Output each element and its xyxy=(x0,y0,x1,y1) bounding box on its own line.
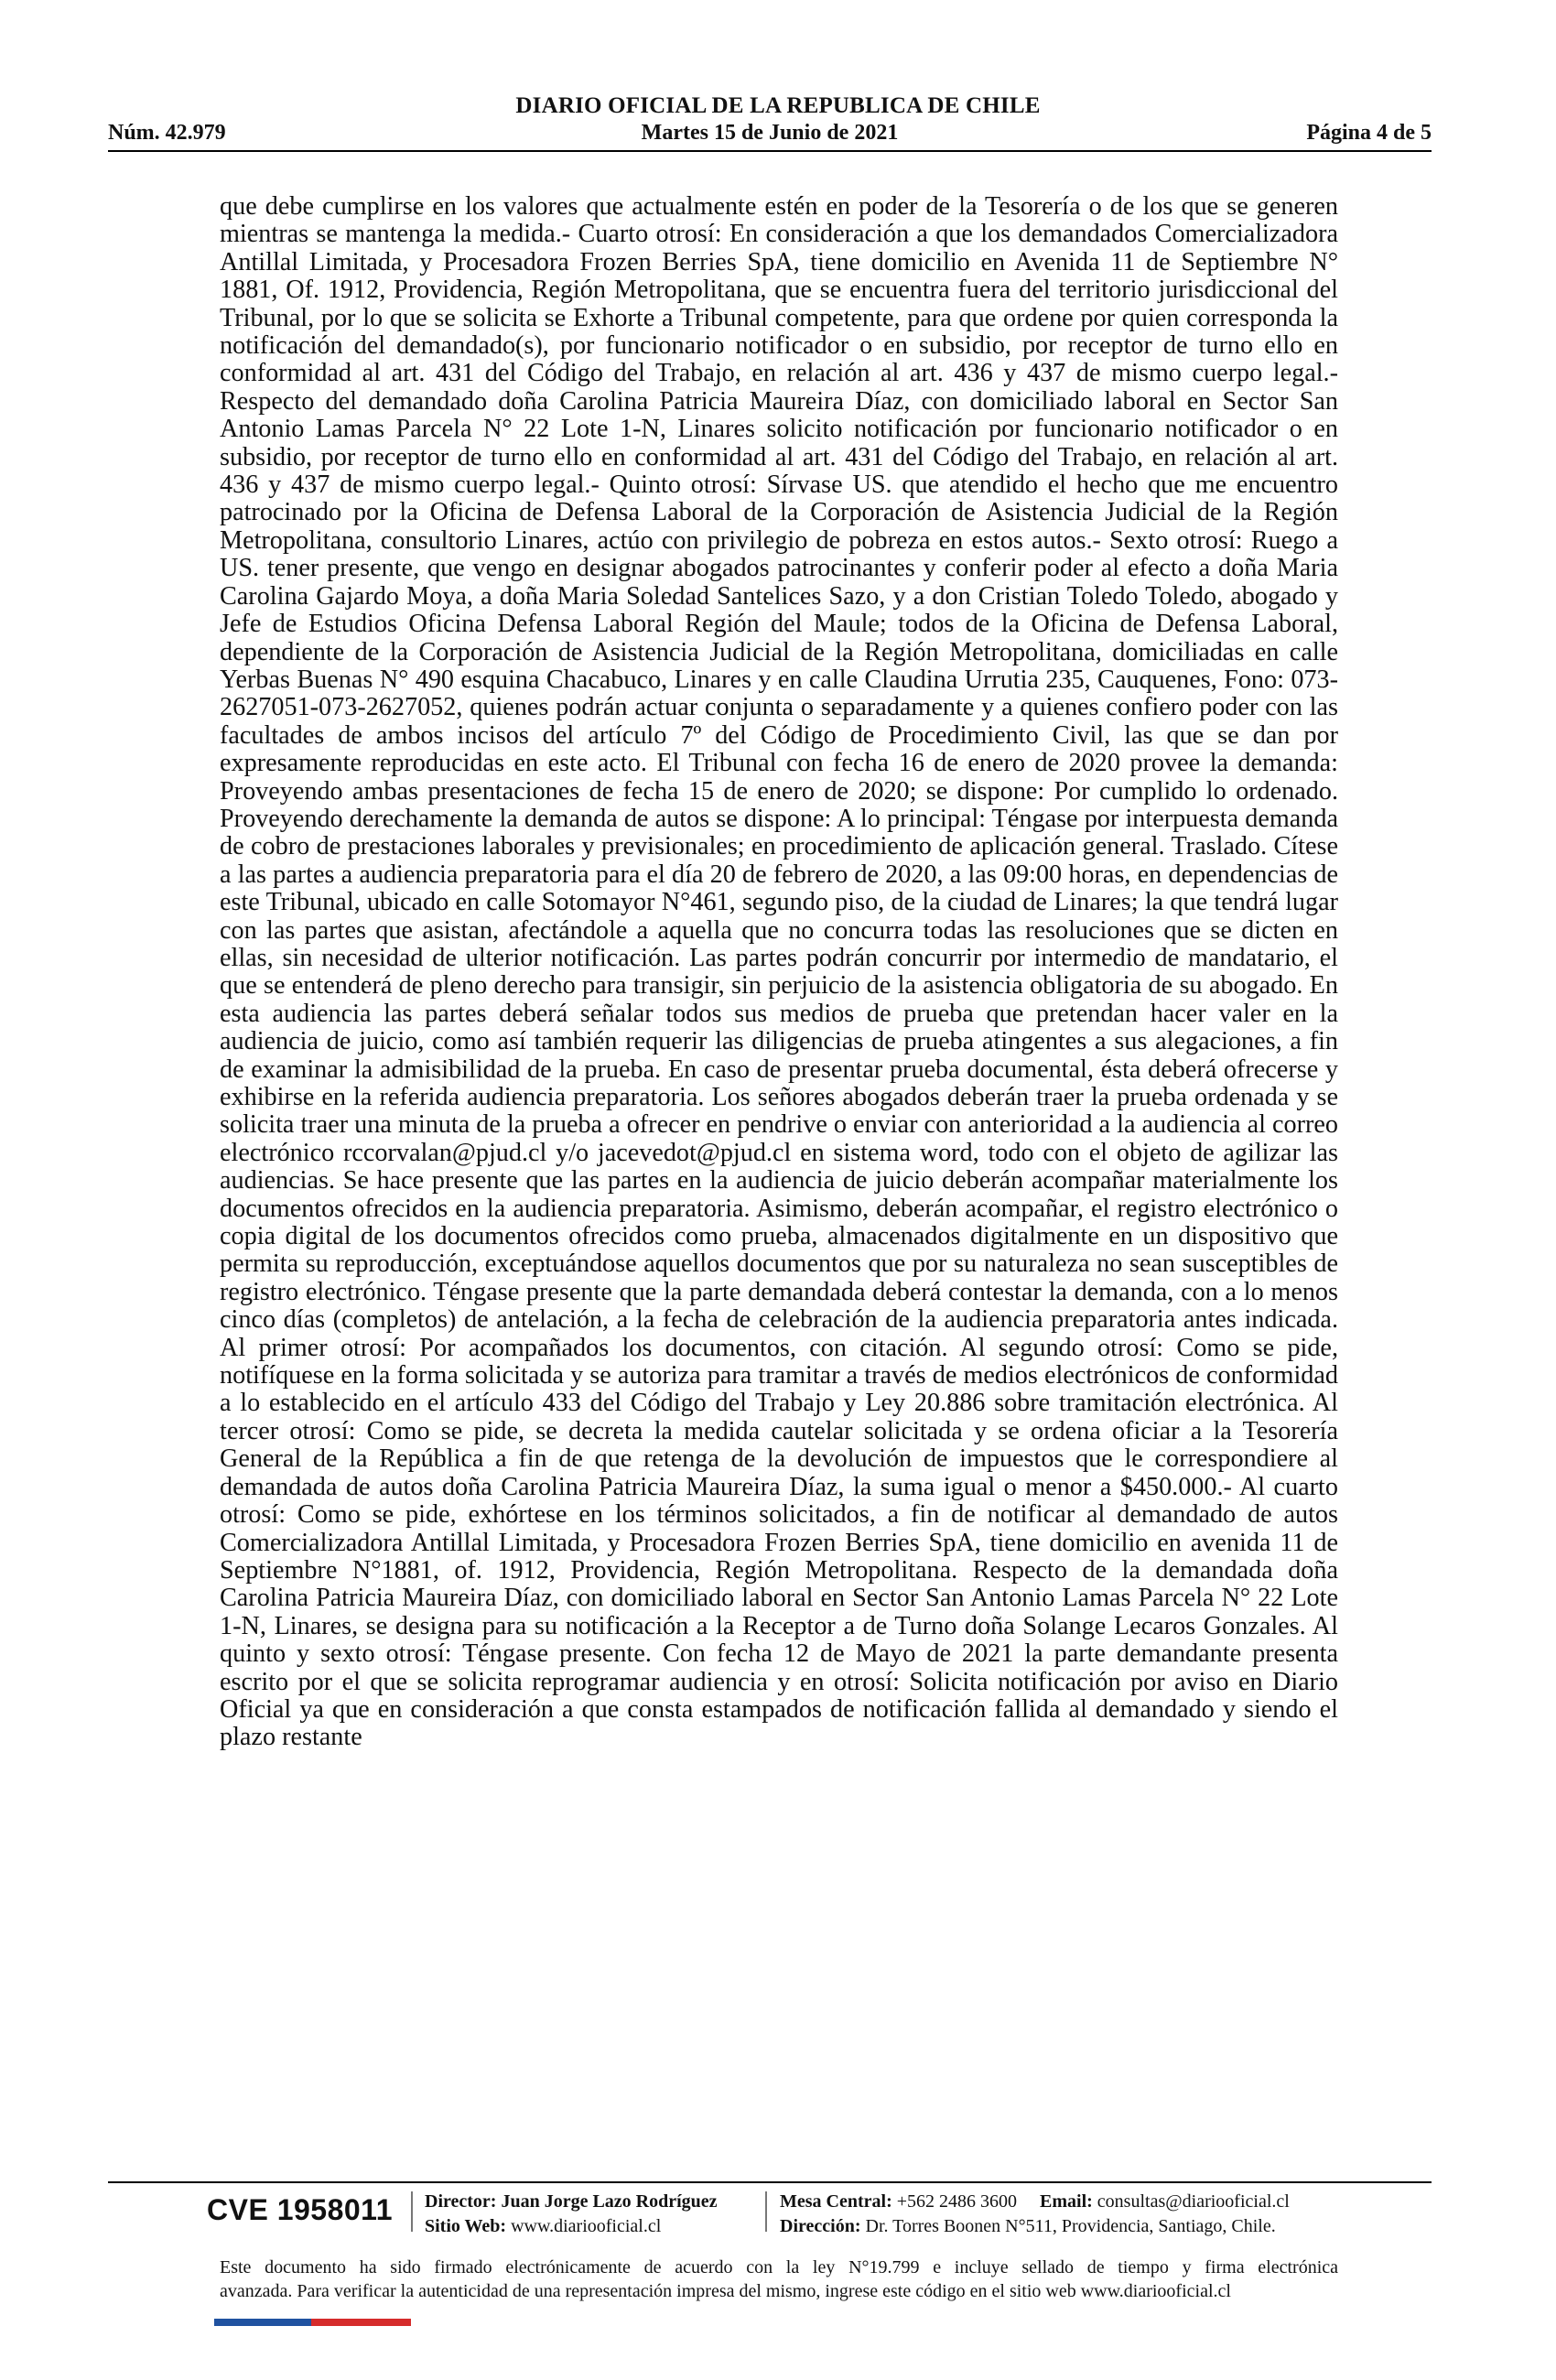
website-label: Sitio Web: xyxy=(425,2216,507,2236)
phone-number: +562 2486 3600 xyxy=(896,2191,1018,2212)
page-indicator: Página 4 de 5 xyxy=(1306,121,1432,145)
footer-divider xyxy=(765,2191,767,2232)
footer-contact-left xyxy=(425,2190,718,2239)
disclaimer xyxy=(220,2256,1338,2303)
footer-rule xyxy=(108,2181,1432,2183)
address-label: Dirección: xyxy=(780,2216,861,2236)
issue-date: Martes 15 de Junio de 2021 xyxy=(641,121,899,145)
flag-blue-segment xyxy=(214,2319,311,2326)
cve-code: CVE 1958011 xyxy=(207,2193,393,2226)
flag-stripe xyxy=(214,2319,411,2326)
address-text: Dr. Torres Boonen N°511, Providencia, Santiago, Chile. xyxy=(865,2216,1276,2236)
website-link[interactable]: www.diariooficial.cl xyxy=(511,2216,662,2236)
header-row xyxy=(108,121,1432,148)
issue-number: Núm. 42.979 xyxy=(108,121,226,145)
flag-red-segment xyxy=(311,2319,411,2326)
body-text: que debe cumplirse en los valores que actualmente estén en poder de la Tesorería o de los que se generen mientras se mantenga la medida.- Cuarto otrosí: En consideración a que los demandados Comercializadora Antillal Limitada, y Procesadora Frozen Berries SpA, tiene domicilio en Avenida 11 de Septiembre N° 1881, Of. 1912, Providencia, Región Metropolitana, que se encuentra fuera del territorio jurisdiccional del Tribunal, por lo que se solicita se Exhorte a Tribunal competente, para que ordene por quien corresponda la notificación del demandado(s), por funcionario notificador o en subsidio, por receptor de turno ello en conformidad al art. 431 del Código del Trabajo, en relación al art. 436 y 437 de mismo cuerpo legal.- Respecto del demandado doña Carolina Patricia Maureira Díaz, con domiciliado laboral en Sector San Antonio Lamas Parcela N° 22 Lote 1-N, Linares solicito notificación por funcionario notificador o en subsidio, por receptor de turno ello en conformidad al art. 431 del Código del Trabajo, en relación al art. 436 y 437 de mismo cuerpo legal.- Quinto otrosí: Sírvase US. que atendido el hecho que me encuentro patrocinado por la Oficina de Defensa Laboral de la Corporación de Asistencia Judicial de la Región Metropolitana, consultorio Linares, actúo con privilegio de pobreza en estos autos.- Sexto otrosí: Ruego a US. tener presente, que vengo en designar abogados patrocinantes y conferir poder al efecto a doña Maria Carolina Gajardo Moya, a doña Maria Soledad Santelices Sazo, y a don Cristian Toledo Toledo, abogado y Jefe de Estudios Oficina Defensa Laboral Región del Maule; todos de la Oficina de Defensa Laboral, dependiente de la Corporación de Asistencia Judicial de la Región Metropolitana, domiciliadas en calle Yerbas Buenas N° 490 esquina Chacabuco, Linares y en calle Claudina Urrutia 235, Cauquenes, Fono: 073-2627051-073-2627052, quienes podrán actuar conjunta o separadamente y a quienes confiero poder con las facultades de ambos incisos del artículo 7º del Código de Procedimiento Civil, las que se dan por expresamente reproducidas en este acto. El Tribunal con fecha 16 de enero de 2020 provee la demanda: Proveyendo ambas presentaciones de fecha 15 de enero de 2020; se dispone: Por cumplido lo ordenado. Proveyendo derechamente la demanda de autos se dispone: A lo principal: Téngase por interpuesta demanda de cobro de prestaciones laborales y previsionales; en procedimiento de aplicación general. Traslado. Cítese a las partes a audiencia preparatoria para el día 20 de febrero de 2020, a las 09:00 horas, en dependencias de este Tribunal, ubicado en calle Sotomayor N°461, segundo piso, de la ciudad de Linares; la que tendrá lugar con las partes que asistan, afectándole a aquella que no concurra todas las resoluciones que se dicten en ellas, sin necesidad de ulterior notificación. Las partes podrán concurrir por intermedio de mandatario, el que se entenderá de pleno derecho para transigir, sin perjuicio de la asistencia obligatoria de su abogado. En esta audiencia las partes deberá señalar todos sus medios de prueba que pretendan hacer valer en la audiencia de juicio, como así también requerir las diligencias de prueba atingentes a sus alegaciones, a fin de examinar la admisibilidad de la prueba. En caso de presentar prueba documental, ésta deberá ofrecerse y exhibirse en la referida audiencia preparatoria. Los señores abogados deberán traer la prueba ordenada y se solicita traer una minuta de la prueba a ofrecer en pendrive o enviar con anterioridad a la audiencia al correo electrónico rccorvalan@pjud.cl y/o jacevedot@pjud.cl en sistema word, todo con el objeto de agilizar las audiencias. Se hace presente que las partes en la audiencia de juicio deberán acompañar materialmente los documentos ofrecidos en la audiencia preparatoria. Asimismo, deberán acompañar, el registro electrónico o copia digital de los documentos ofrecidos como prueba, almacenados digitalmente en un dispositivo que permita su reproducción, exceptuándose aquellos documentos que por su naturaleza no sean susceptibles de registro electrónico. Téngase presente que la parte demandada deberá contestar la demanda, con a lo menos cinco días (completos) de antelación, a la fecha de celebración de la audiencia preparatoria antes indicada. Al primer otrosí: Por acompañados los documentos, con citación. Al segundo otrosí: Como se pide, notifíquese en la forma solicitada y se autoriza para tramitar a través de medios electrónicos de conformidad a lo establecido en el artículo 433 del Código del Trabajo y Ley 20.886 sobre tramitación electrónica. Al tercer otrosí: Como se pide, se decreta la medida cautelar solicitada y se ordena oficiar a la Tesorería General de la República a fin de que retenga de la devolución de impuestos que le correspondiere al demandada de autos doña Carolina Patricia Maureira Díaz, la suma igual o menor a $450.000.- Al cuarto otrosí: Como se pide, exhórtese en los términos solicitados, a fin de notificar al demandado de autos Comercializadora Antillal Limitada, y Procesadora Frozen Berries SpA, tiene domicilio en avenida 11 de Septiembre N°1881, of. 1912, Providencia, Región Metropolitana. Respecto de la demandada doña Carolina Patricia Maureira Díaz, con domiciliado laboral en Sector San Antonio Lamas Parcela N° 22 Lote 1-N, Linares, se designa para su notificación a la Receptor a de Turno doña Solange Lecaros Gonzales. Al quinto y sexto otrosí: Téngase presente. Con fecha 12 de Mayo de 2021 la parte demandante presenta escrito por el que se solicita reprogramar audiencia y en otrosí: Solicita notificación por aviso en Diario Oficial ya que en consideración a que consta estampados de notificación fallida al demandado y siendo el plazo restante xyxy=(220,193,1338,1752)
phone-label: Mesa Central: xyxy=(780,2191,892,2212)
footer-divider xyxy=(411,2191,413,2232)
disclaimer-line: avanzada. Para verificar la autenticidad de una representación impresa del mismo, ingrese este código en el sitio web www.diariooficial.cl xyxy=(220,2281,1231,2301)
email-label: Email: xyxy=(1040,2191,1093,2212)
footer-contact-right xyxy=(780,2190,1290,2239)
disclaimer-line: Este documento ha sido firmado electrónicamente de acuerdo con la ley N°19.799 e incluye sellado de tiempo y firma electrónica xyxy=(220,2257,1338,2277)
email-link[interactable]: consultas@diariooficial.cl xyxy=(1097,2191,1290,2212)
director-name: Juan Jorge Lazo Rodríguez xyxy=(501,2191,718,2212)
director-label: Director: xyxy=(425,2191,497,2212)
newspaper-title: DIARIO OFICIAL DE LA REPUBLICA DE CHILE xyxy=(515,93,1041,118)
header-rule xyxy=(108,150,1432,152)
